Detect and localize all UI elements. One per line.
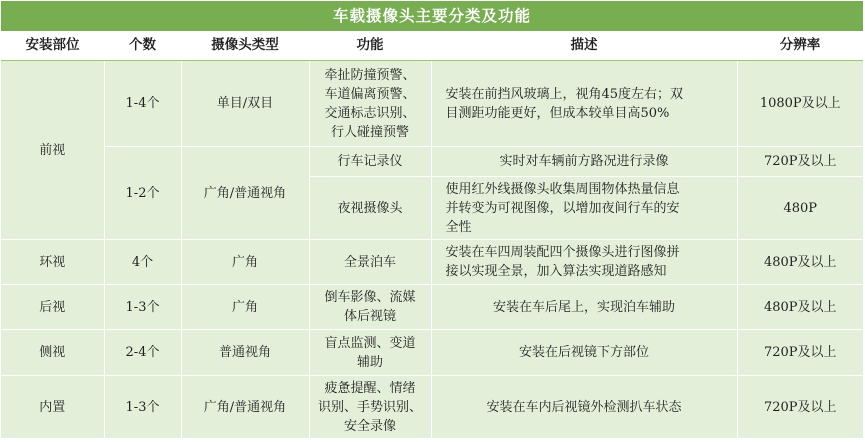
header-row <box>1 31 863 61</box>
cell-count: 2-4个 <box>104 330 181 376</box>
cell-count: 1-2个 <box>104 147 181 240</box>
function-line: 交通标志识别、 <box>324 105 416 121</box>
cell-description: 安装在车内后视镜外检测扒车状态 <box>431 376 737 439</box>
cell-description <box>431 61 737 147</box>
cell-position: 前视 <box>1 61 104 240</box>
cell-description <box>431 177 737 240</box>
description-line: 并转变为可视图像，以增加夜间行车的安 <box>445 200 680 216</box>
cell-position: 后视 <box>1 285 104 330</box>
cell-type: 广角 <box>181 240 309 285</box>
function-line: 盲点监测、变道 <box>324 335 416 351</box>
cell-count: 1-3个 <box>104 376 181 439</box>
cell-resolution: 720P及以上 <box>737 147 863 177</box>
cell-function <box>309 285 431 330</box>
function-line: 车道偏离预警、 <box>324 86 416 102</box>
cell-type: 广角/普通视角 <box>181 147 309 240</box>
cell-count: 1-4个 <box>104 61 181 147</box>
cell-description: 安装在车后尾上，实现泊车辅助 <box>431 285 737 330</box>
header-resolution: 分辨率 <box>737 31 863 61</box>
function-line: 识别、手势识别、 <box>317 399 422 415</box>
table-row <box>1 330 863 376</box>
function-line: 体后视镜 <box>343 309 396 324</box>
cell-function <box>309 330 431 376</box>
function-line: 行人碰撞预警 <box>330 124 409 140</box>
cell-description: 实时对车辆前方路况进行录像 <box>431 147 737 177</box>
table-row <box>1 147 863 177</box>
cell-resolution: 480P及以上 <box>737 285 863 330</box>
table-row <box>1 285 863 330</box>
cell-position: 侧视 <box>1 330 104 376</box>
function-line: 疲惫提醒、情绪 <box>324 380 416 396</box>
description-line: 全性 <box>445 219 472 235</box>
cell-count: 1-3个 <box>104 285 181 330</box>
cell-function <box>309 61 431 147</box>
table-row <box>1 61 863 147</box>
description-line: 目测距功能更好，但成本较单目高50% <box>445 105 670 121</box>
cell-resolution: 480P <box>737 177 863 240</box>
camera-table <box>1 31 863 439</box>
cell-description <box>431 240 737 285</box>
cell-type: 普通视角 <box>181 330 309 376</box>
description-line: 接以实现全景，加入算法实现道路感知 <box>445 264 667 279</box>
cell-count: 4个 <box>104 240 181 285</box>
header-description: 描述 <box>431 31 737 61</box>
cell-type: 广角/普通视角 <box>181 376 309 439</box>
cell-resolution: 480P及以上 <box>737 240 863 285</box>
cell-resolution: 720P及以上 <box>737 330 863 376</box>
description-line: 安装在前挡风玻璃上，视角45度左右；双 <box>445 86 684 102</box>
cell-resolution: 1080P及以上 <box>737 61 863 147</box>
camera-table-figure <box>1 1 863 440</box>
cell-function <box>309 376 431 439</box>
cell-position: 环视 <box>1 240 104 285</box>
description-line: 安装在车四周装配四个摄像头进行图像拼 <box>445 245 680 260</box>
header-type: 摄像头类型 <box>181 31 309 61</box>
cell-type: 广角 <box>181 285 309 330</box>
cell-function: 全景泊车 <box>309 240 431 285</box>
cell-type: 单目/双目 <box>181 61 309 147</box>
function-line: 安全录像 <box>343 418 396 434</box>
cell-position: 内置 <box>1 376 104 439</box>
function-line: 牵扯防撞预警、 <box>324 67 416 83</box>
table-row <box>1 240 863 285</box>
cell-function: 夜视摄像头 <box>309 177 431 240</box>
function-line: 倒车影像、流媒 <box>324 290 416 305</box>
table-title: 车载摄像头主要分类及功能 <box>1 1 863 31</box>
cell-function: 行车记录仪 <box>309 147 431 177</box>
cell-resolution: 720P及以上 <box>737 376 863 439</box>
description-line: 使用红外线摄像头收集周围物体热量信息 <box>445 181 680 197</box>
header-count: 个数 <box>104 31 181 61</box>
function-line: 辅助 <box>356 354 383 370</box>
header-function: 功能 <box>309 31 431 61</box>
table-row <box>1 376 863 439</box>
header-position: 安装部位 <box>1 31 104 61</box>
cell-description: 安装在后视镜下方部位 <box>431 330 737 376</box>
